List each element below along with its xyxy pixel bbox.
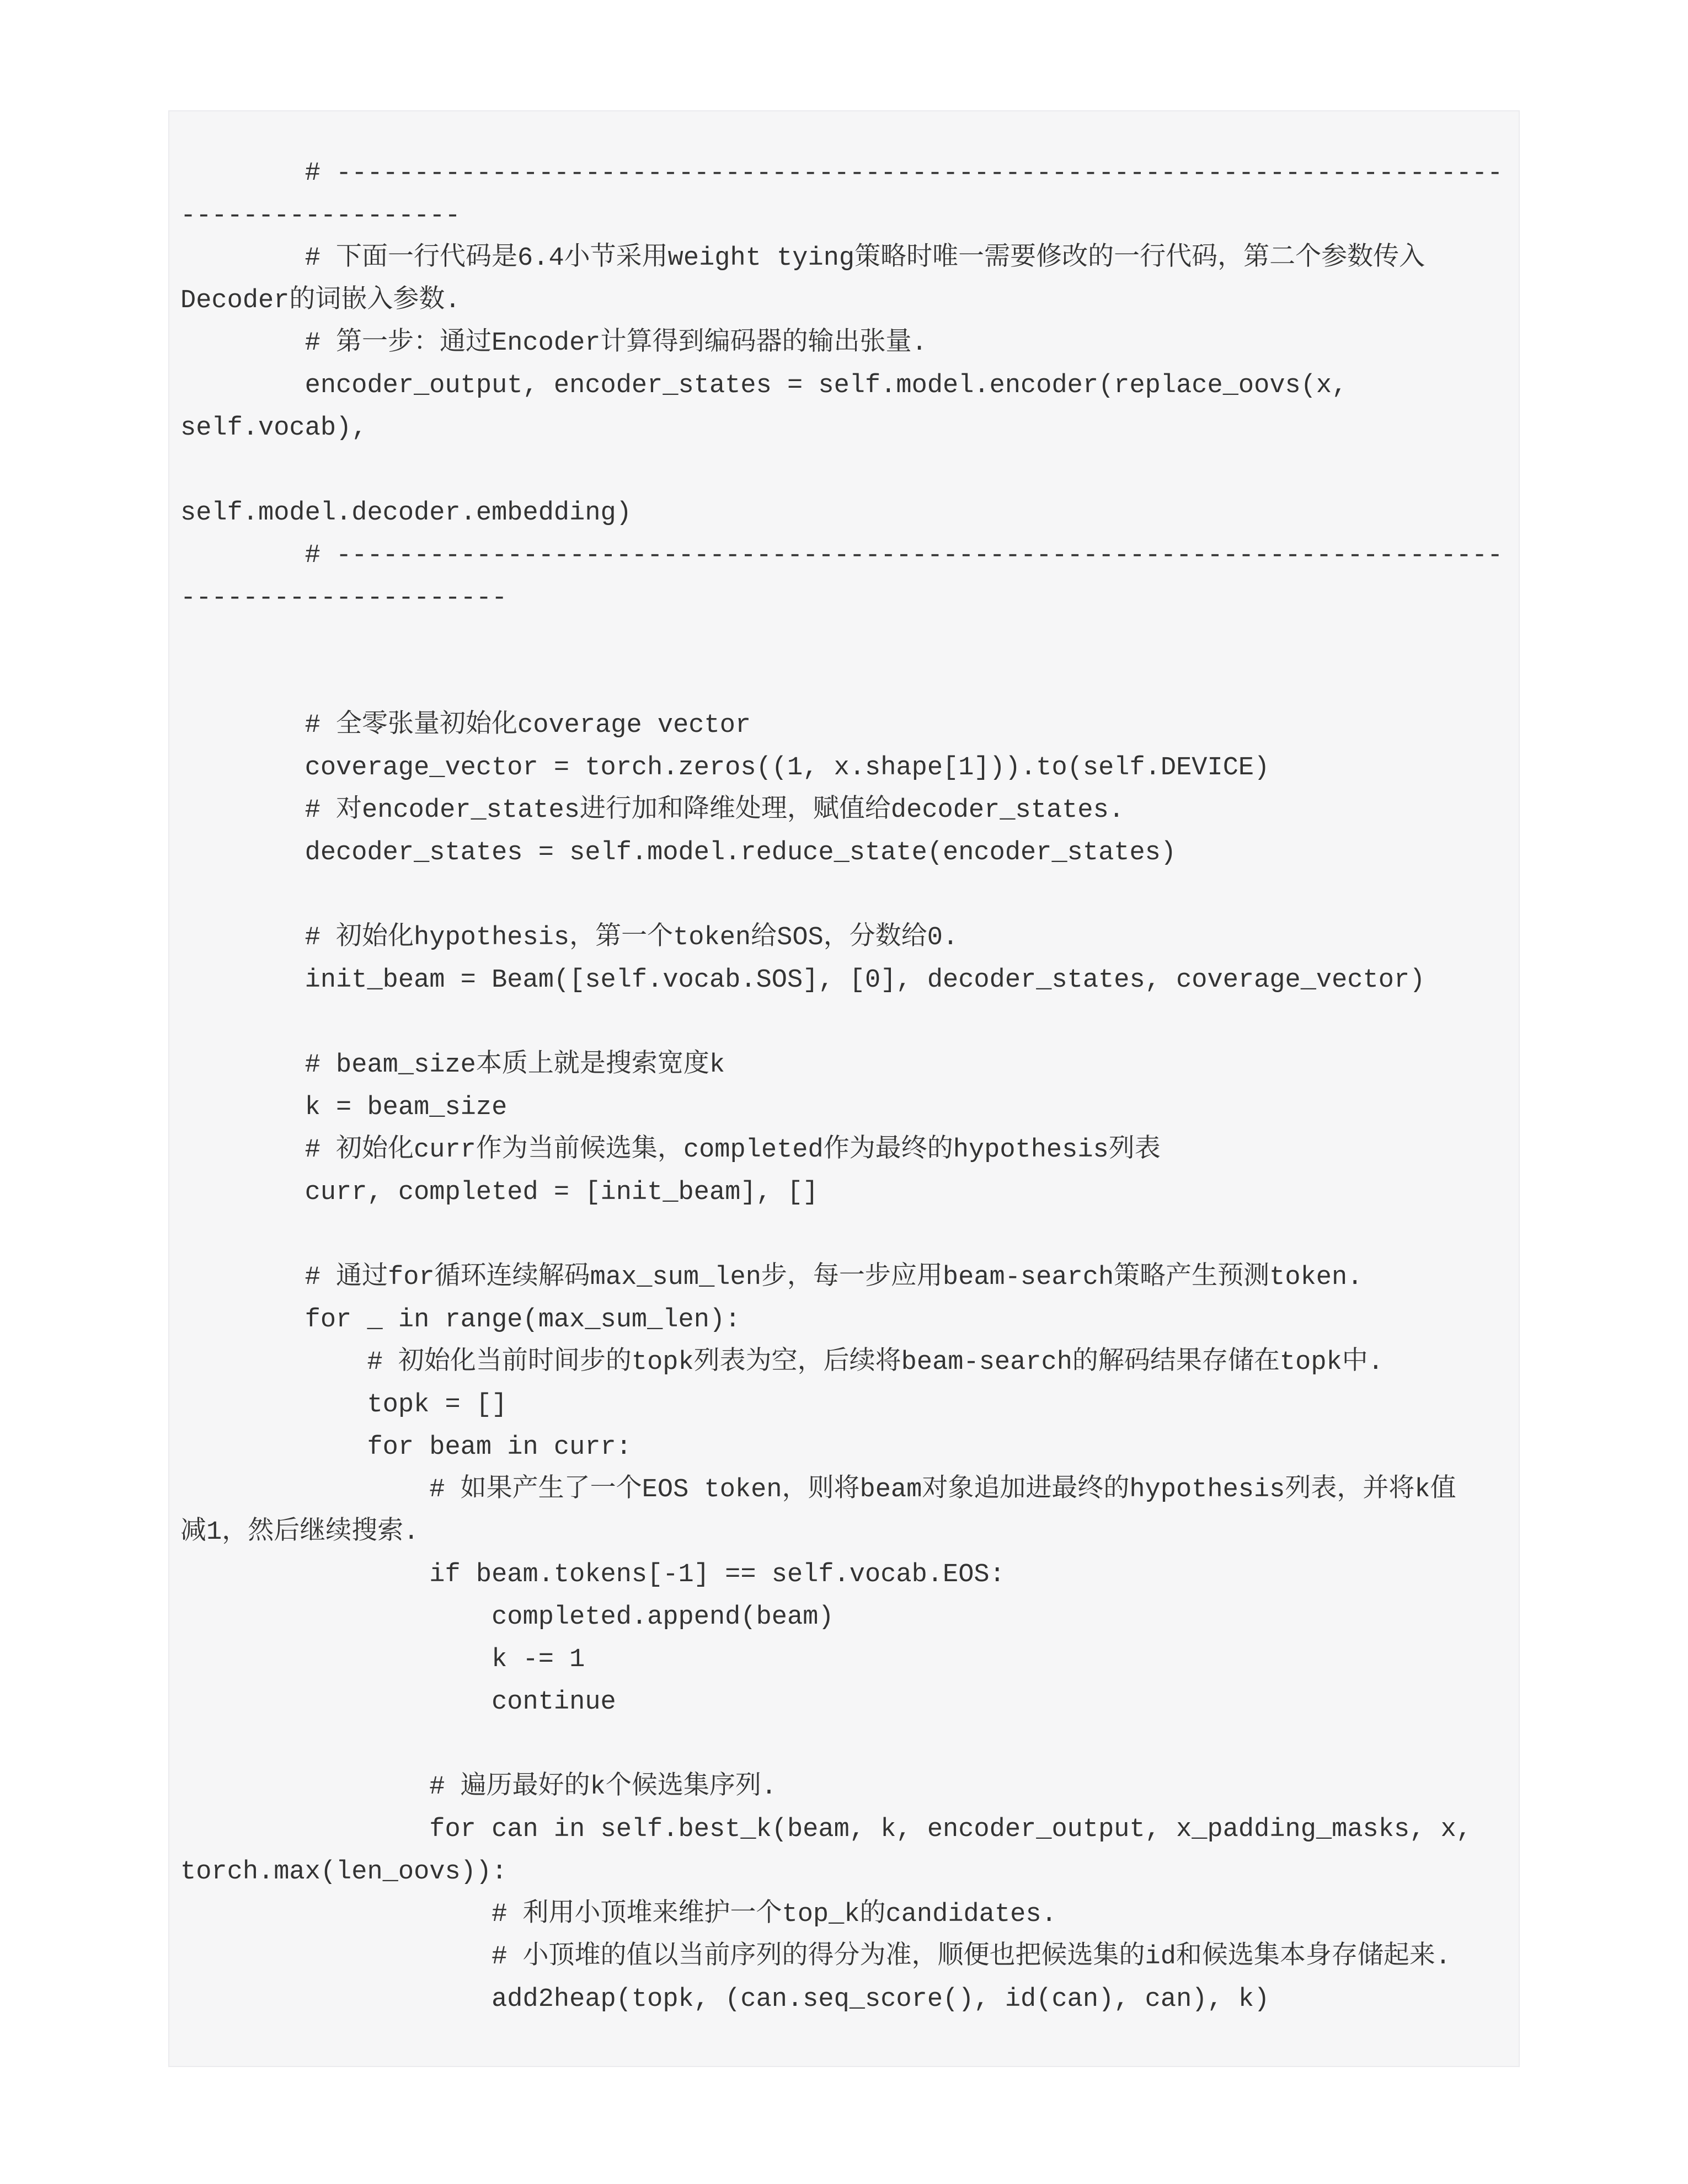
code-line [180,1002,1507,1044]
code-line: # 初始化hypothesis，第一个token给SOS，分数给0. [180,923,959,952]
code-line: k = beam_size [180,1093,508,1122]
code-line: 减1，然后继续搜索. [180,1518,419,1547]
code-line: curr, completed = [init_beam], [] [180,1178,819,1207]
code-line: coverage_vector = torch.zeros((1, x.shape[1])).to(self.DEVICE) [180,753,1270,783]
code-line: decoder_states = self.model.reduce_state(encoder_states) [180,838,1177,868]
code-line: # --------------------------------------------------------------------------- [180,159,1503,188]
code-line [180,449,1507,492]
code-line: self.vocab), [180,414,367,443]
code-block [168,110,1520,2067]
code-line: self.model.decoder.embedding) [180,499,632,528]
code-line [180,619,1507,662]
code-line: # 利用小顶堆来维护一个top_k的candidates. [180,1900,1057,1929]
code-line: # 初始化当前时间步的topk列表为空，后续将beam-search的解码结果存储在topk中. [180,1348,1383,1377]
code-line: if beam.tokens[-1] == self.vocab.EOS: [180,1560,1005,1589]
code-line: for can in self.best_k(beam, k, encoder_output, x_padding_masks, x, [180,1815,1472,1844]
code-line: init_beam = Beam([self.vocab.SOS], [0], decoder_states, coverage_vector) [180,966,1425,995]
code-line: k -= 1 [180,1645,585,1674]
code-line: Decoder的词嵌入参数. [180,286,461,315]
code-line: # 对encoder_states进行加和降维处理，赋值给decoder_states. [180,796,1124,825]
code-line: add2heap(topk, (can.seq_score(), id(can), can), k) [180,1985,1270,2014]
code-line: # 第一步：通过Encoder计算得到编码器的输出张量. [180,329,927,358]
code-line: # 下面一行代码是6.4小节采用weight tying策略时唯一需要修改的一行代码，第二个参数传入 [180,244,1425,273]
code-line [180,1214,1507,1256]
code-line: for beam in curr: [180,1433,632,1462]
code-line: for _ in range(max_sum_len): [180,1305,741,1335]
code-line: # 初始化curr作为当前候选集，completed作为最终的hypothesis列表 [180,1136,1161,1165]
code-line: topk = [] [180,1390,508,1420]
code-line [180,874,1507,917]
code-line: # 遍历最好的k个候选集序列. [180,1773,777,1802]
code-line: # 全零张量初始化coverage vector [180,711,751,740]
code-line: torch.max(len_oovs)): [180,1858,508,1887]
code-line: completed.append(beam) [180,1603,834,1632]
code-line [180,1723,1507,1766]
code-line: # 如果产生了一个EOS token，则将beam对象追加进最终的hypothesis列表，并将k值 [180,1475,1456,1505]
code-line: # 小顶堆的值以当前序列的得分为准，顺便也把候选集的id和候选集本身存储起来. [180,1942,1451,1972]
code-line: --------------------- [180,584,508,613]
code-line: # 通过for循环连续解码max_sum_len步，每一步应用beam-search策略产生预测token. [180,1263,1363,1292]
code-line: continue [180,1688,616,1717]
code-line: encoder_output, encoder_states = self.model.encoder(replace_oovs(x, [180,371,1348,400]
code-line [180,662,1507,704]
code-line: # beam_size本质上就是搜索宽度k [180,1051,725,1080]
code-line: # --------------------------------------------------------------------------- [180,541,1503,570]
code-line: ------------------ [180,201,461,231]
